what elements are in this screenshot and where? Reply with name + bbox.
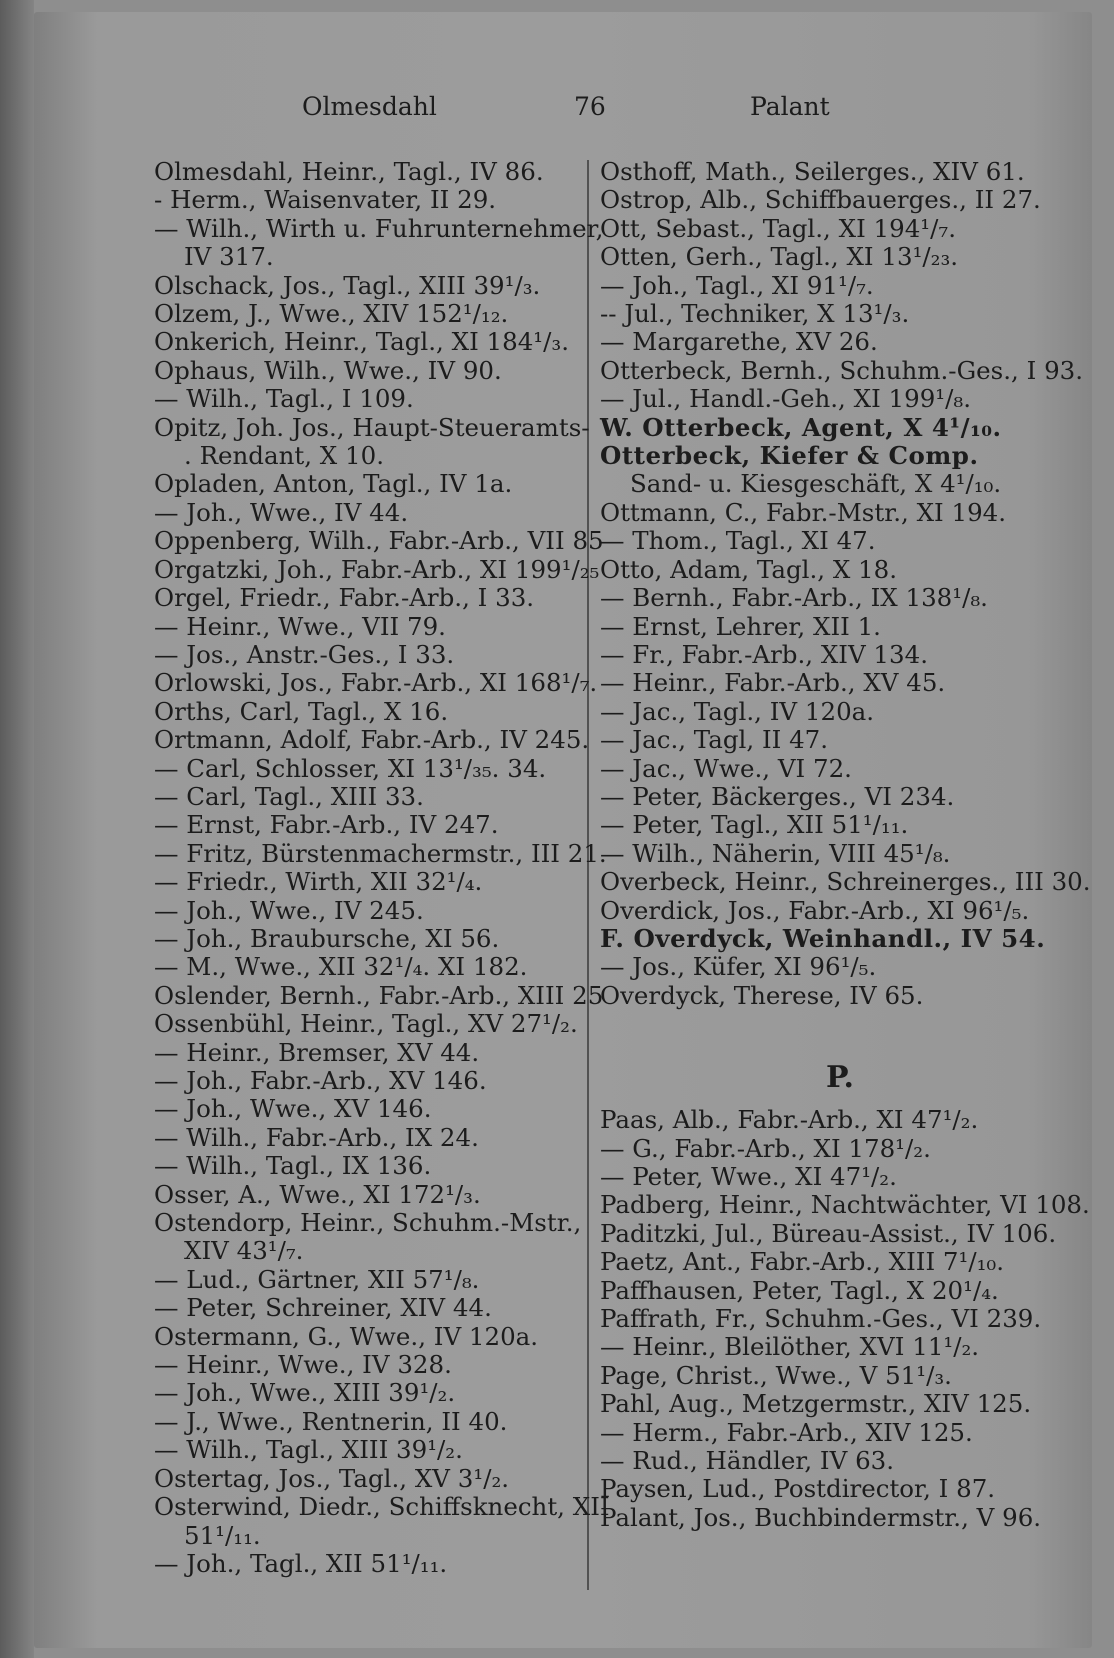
list-item: — M., Wwe., XII 32¹/₄. XI 182.: [154, 952, 528, 982]
list-item: Oslender, Bernh., Fabr.-Arb., XIII 25: [154, 980, 604, 1010]
list-item: Orlowski, Jos., Fabr.-Arb., XI 168¹/₇.: [154, 668, 598, 698]
list-item: Ott, Sebast., Tagl., XI 194¹/₇.: [600, 213, 956, 243]
list-item: — Fr., Fabr.-Arb., XIV 134.: [600, 639, 928, 669]
list-item: — Peter, Bäckerges., VI 234.: [600, 781, 955, 811]
header-last-entry: Palant: [750, 92, 830, 121]
list-item: F. Overdyck, Weinhandl., IV 54.: [600, 923, 1046, 953]
book-spine-edge: [0, 0, 34, 1658]
list-item-continuation: IV 317.: [184, 242, 274, 272]
list-item: Paas, Alb., Fabr.-Arb., XI 47¹/₂.: [600, 1105, 979, 1135]
list-item: — Lud., Gärtner, XII 57¹/₈.: [154, 1264, 480, 1294]
list-item: Overdyck, Therese, IV 65.: [600, 980, 924, 1010]
list-item: — Joh., Tagl., XII 51¹/₁₁.: [154, 1548, 448, 1578]
list-item: Orgel, Friedr., Fabr.-Arb., I 33.: [154, 583, 535, 613]
list-item: Osterwind, Diedr., Schiffsknecht, XII: [154, 1492, 610, 1522]
list-item: — Joh., Tagl., XI 91¹/₇.: [600, 270, 874, 300]
list-item: — Jos., Küfer, XI 96¹/₅.: [600, 952, 877, 982]
list-item: Ostrop, Alb., Schiffbauerges., II 27.: [600, 185, 1041, 215]
list-item: Onkerich, Heinr., Tagl., XI 184¹/₃.: [154, 327, 569, 357]
page-number: 76: [574, 92, 606, 121]
list-item: — Joh., Wwe., IV 245.: [154, 895, 424, 925]
list-item: — Wilh., Näherin, VIII 45¹/₈.: [600, 838, 951, 868]
list-item: — Wilh., Tagl., XIII 39¹/₂.: [154, 1435, 463, 1465]
list-item: Ortmann, Adolf, Fabr.-Arb., IV 245.: [154, 725, 590, 755]
list-item: — Jac., Tagl., IV 120a.: [600, 696, 875, 726]
list-item: — Heinr., Fabr.-Arb., XV 45.: [600, 668, 946, 698]
list-item: — Joh., Wwe., XV 146.: [154, 1094, 432, 1124]
list-item: Ottmann, C., Fabr.-Mstr., XI 194.: [600, 497, 1007, 527]
list-item: Opladen, Anton, Tagl., IV 1a.: [154, 469, 513, 499]
list-item: — Joh., Wwe., XIII 39¹/₂.: [154, 1378, 456, 1408]
list-item: Overdick, Jos., Fabr.-Arb., XI 96¹/₅.: [600, 895, 1030, 925]
list-item: Paditzki, Jul., Büreau-Assist., IV 106.: [600, 1218, 1057, 1248]
header-first-entry: Olmesdahl: [302, 92, 437, 121]
list-item: — Herm., Fabr.-Arb., XIV 125.: [600, 1417, 973, 1447]
list-item: Ostendorp, Heinr., Schuhm.-Mstr.,: [154, 1208, 582, 1238]
list-item: Padberg, Heinr., Nachtwächter, VI 108.: [600, 1190, 1090, 1220]
list-item: — Wilh., Tagl., I 109.: [154, 384, 414, 414]
list-item: Otterbeck, Bernh., Schuhm.-Ges., I 93.: [600, 355, 1084, 385]
list-item: — Carl, Schlosser, XI 13¹/₃₅. 34.: [154, 753, 547, 783]
list-item: — Heinr., Wwe., IV 328.: [154, 1350, 452, 1380]
list-item: Paetz, Ant., Fabr.-Arb., XIII 7¹/₁₀.: [600, 1247, 1005, 1277]
list-item: — Heinr., Wwe., VII 79.: [154, 611, 446, 641]
list-item: Paffrath, Fr., Schuhm.-Ges., VI 239.: [600, 1304, 1042, 1334]
list-item-continuation: . Rendant, X 10.: [184, 441, 384, 471]
directory-page: [34, 12, 1092, 1648]
list-item-continuation: Sand- u. Kiesgeschäft, X 4¹/₁₀.: [630, 469, 1002, 499]
list-item: Palant, Jos., Buchbindermstr., V 96.: [600, 1502, 1042, 1532]
list-item: - Herm., Waisenvater, II 29.: [154, 185, 497, 215]
entries-o-continued: [600, 157, 1091, 1010]
entries-p: [600, 1105, 1090, 1532]
list-item: — Jac., Tagl, II 47.: [600, 725, 829, 755]
section-letter-p: P.: [825, 1060, 855, 1096]
list-item: — Ernst, Lehrer, XII 1.: [600, 611, 881, 641]
list-item: — Joh., Wwe., IV 44.: [154, 497, 409, 527]
page-header: [34, 92, 1092, 132]
list-item: Olzem, J., Wwe., XIV 152¹/₁₂.: [154, 299, 509, 329]
list-item: Ostermann, G., Wwe., IV 120a.: [154, 1321, 539, 1351]
list-item: — Jos., Anstr.-Ges., I 33.: [154, 639, 455, 669]
list-item: Oppenberg, Wilh., Fabr.-Arb., VII 85: [154, 526, 604, 556]
list-item: Overbeck, Heinr., Schreinerges., III 30.: [600, 867, 1091, 897]
list-item: Opitz, Joh. Jos., Haupt-Steueramts-: [154, 412, 590, 442]
list-item: Otten, Gerh., Tagl., XI 13¹/₂₃.: [600, 242, 959, 272]
list-item: — Margarethe, XV 26.: [600, 327, 878, 357]
list-item: — Rud., Händler, IV 63.: [600, 1446, 895, 1476]
list-item: — Peter, Tagl., XII 51¹/₁₁.: [600, 810, 909, 840]
list-item: — Bernh., Fabr.-Arb., IX 138¹/₈.: [600, 583, 988, 613]
list-item: Otto, Adam, Tagl., X 18.: [600, 554, 898, 584]
list-item: Osser, A., Wwe., XI 172¹/₃.: [154, 1179, 481, 1209]
list-item: — Jul., Handl.-Geh., XI 199¹/₈.: [600, 384, 971, 414]
list-item-continuation: 51¹/₁₁.: [184, 1520, 261, 1550]
list-item: — Ernst, Fabr.-Arb., IV 247.: [154, 810, 499, 840]
list-item: Orths, Carl, Tagl., X 16.: [154, 696, 449, 726]
list-item: — Joh., Fabr.-Arb., XV 146.: [154, 1066, 487, 1095]
list-item: — Peter, Wwe., XI 47¹/₂.: [600, 1162, 897, 1191]
list-item: Ossenbühl, Heinr., Tagl., XV 27¹/₂.: [154, 1009, 578, 1039]
list-item: — Wilh., Tagl., IX 136.: [154, 1151, 432, 1181]
list-item: — Heinr., Bleilöther, XVI 11¹/₂.: [600, 1332, 980, 1362]
list-item: — J., Wwe., Rentnerin, II 40.: [154, 1406, 508, 1436]
list-item: — Wilh., Fabr.-Arb., IX 24.: [154, 1122, 479, 1152]
list-item: Pahl, Aug., Metzgermstr., XIV 125.: [600, 1389, 1032, 1419]
list-item: Ostertag, Jos., Tagl., XV 3¹/₂.: [154, 1463, 510, 1493]
list-item: — Wilh., Wirth u. Fuhrunternehmer,: [154, 213, 604, 243]
list-item: Olmesdahl, Heinr., Tagl., IV 86.: [154, 157, 544, 186]
left-column: [154, 158, 624, 1578]
list-item: — Carl, Tagl., XIII 33.: [154, 781, 424, 811]
list-item-continuation: XIV 43¹/₇.: [184, 1236, 304, 1266]
list-item: Ophaus, Wilh., Wwe., IV 90.: [154, 355, 502, 385]
right-column: [600, 157, 1091, 1532]
list-item: — Fritz, Bürstenmachermstr., III 21.: [154, 838, 607, 868]
list-item: — Jac., Wwe., VI 72.: [600, 753, 852, 783]
list-item: Orgatzki, Joh., Fabr.-Arb., XI 199¹/₂₅: [154, 554, 600, 584]
list-item: Otterbeck, Kiefer & Comp.: [600, 441, 979, 471]
list-item: Paffhausen, Peter, Tagl., X 20¹/₄.: [600, 1275, 999, 1305]
list-item: — Joh., Braubursche, XI 56.: [154, 923, 500, 953]
list-item: Olschack, Jos., Tagl., XIII 39¹/₃.: [154, 270, 541, 300]
list-item: — Heinr., Bremser, XV 44.: [154, 1037, 480, 1067]
list-item: -- Jul., Techniker, X 13¹/₃.: [600, 299, 910, 329]
list-item: — Friedr., Wirth, XII 32¹/₄.: [154, 867, 483, 897]
list-item: W. Otterbeck, Agent, X 4¹/₁₀.: [600, 412, 1002, 442]
list-item: Osthoff, Math., Seilerges., XIV 61.: [600, 157, 1025, 186]
list-item: — G., Fabr.-Arb., XI 178¹/₂.: [600, 1133, 931, 1163]
list-item: — Peter, Schreiner, XIV 44.: [154, 1293, 492, 1323]
list-item: — Thom., Tagl., XI 47.: [600, 526, 876, 556]
list-item: Paysen, Lud., Postdirector, I 87.: [600, 1474, 996, 1504]
list-item: Page, Christ., Wwe., V 51¹/₃.: [600, 1360, 952, 1390]
